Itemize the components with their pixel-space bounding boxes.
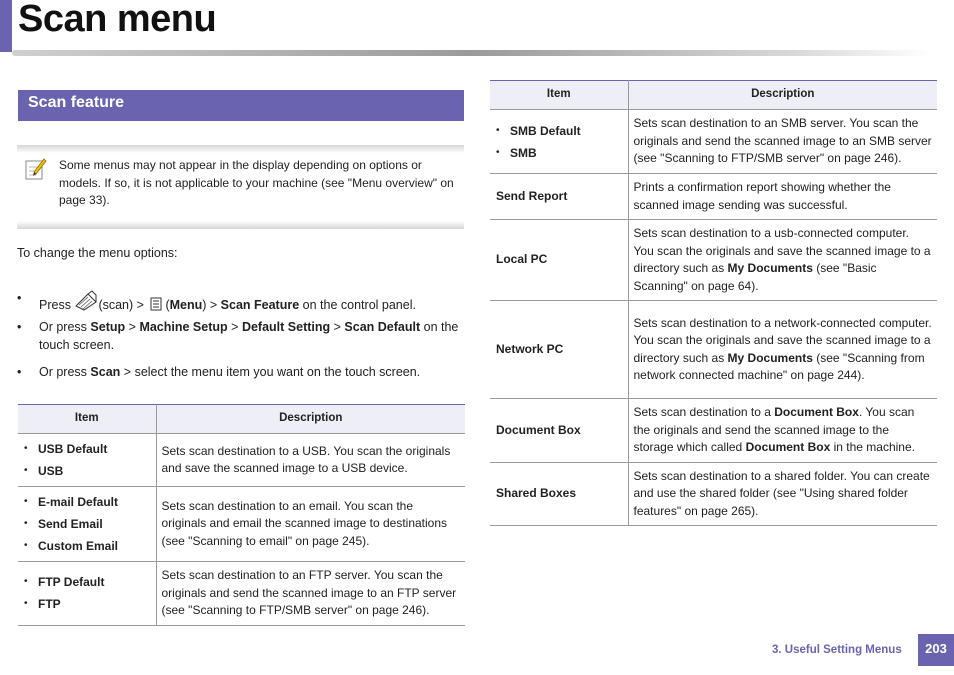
section-header <box>18 90 464 121</box>
note-text: Some menus may not appear in the display depending on options or models. If so, it is not applicable to your machine (see "Menu overview" on page 33). <box>59 158 454 207</box>
table-row <box>490 110 937 174</box>
title-accent-bar <box>0 0 12 52</box>
table-row <box>18 487 465 562</box>
menu-item-ftp: • FTP <box>24 593 150 615</box>
menu-item-local-pc: Local PC <box>490 220 628 301</box>
menu-item-send-email: • Send Email <box>24 513 150 535</box>
row-description: Sets scan destination to an SMB server. You scan the originals and send the scanned image to an SMB server (see "Scanning to FTP/SMB server" on page 246). <box>628 110 937 174</box>
table-row <box>490 399 937 463</box>
left-menu-table <box>18 404 465 626</box>
step-2-scan-default: Scan Default <box>344 320 421 334</box>
title-divider <box>12 50 932 56</box>
header-description: Description <box>628 81 937 110</box>
note-pencil-icon <box>25 157 47 181</box>
row-description: Sets scan destination to a USB. You scan the originals and save the scanned image to a USB device. <box>156 434 465 487</box>
step-1-press: Press <box>39 298 71 312</box>
row-description: Sets scan destination to a network-connected computer. You scan the originals and save the scanned image to a directory such as My Documents (see "Scanning from network connected machine" on page 244). <box>628 301 937 399</box>
page-number: 203 <box>918 634 954 666</box>
header-item: Item <box>18 405 156 434</box>
menu-item-email-default: • E-mail Default <box>24 491 150 513</box>
menu-item-send-report: Send Report <box>490 174 628 220</box>
row-description: Sets scan destination to an FTP server. You scan the originals and send the scanned image to an FTP server (see "Scanning to FTP/SMB server" on page 246). <box>156 562 465 626</box>
step-2: • Or press Setup > Machine Setup > Default Setting > Scan Default on the touch screen. <box>17 320 459 352</box>
header-description: Description <box>156 405 465 434</box>
menu-item-usb: • USB <box>24 460 150 482</box>
step-3: • Or press Scan > select the menu item you want on the touch screen. <box>17 365 421 379</box>
section-title: Scan feature <box>28 94 125 111</box>
menu-item-shared-boxes: Shared Boxes <box>490 462 628 526</box>
step-2-setup: Setup <box>90 320 126 334</box>
header-item: Item <box>490 81 628 110</box>
table-row <box>490 462 937 526</box>
row-description: Sets scan destination to an email. You scan the originals and email the scanned image to destinations (see "Scanning to email" on page 245). <box>156 487 465 562</box>
page-title: Scan menu <box>18 0 217 40</box>
menu-item-ftp-default: • FTP Default <box>24 571 150 593</box>
step-2-machine-setup: Machine Setup <box>139 320 228 334</box>
row-description: Prints a confirmation report showing whether the scanned image sending was successful. <box>628 174 937 220</box>
note-box <box>17 145 464 229</box>
table-row <box>490 174 937 220</box>
menu-icon <box>149 297 163 311</box>
step-1-scan-label: (scan) > <box>98 298 144 312</box>
intro-text: To change the menu options: <box>17 246 178 260</box>
table-row <box>490 220 937 301</box>
step-1-scan-feature: Scan Feature <box>220 298 300 312</box>
table-row <box>18 434 465 487</box>
footer-chapter: 3. Useful Setting Menus <box>772 644 902 656</box>
step-2-default-setting: Default Setting <box>241 320 331 334</box>
menu-item-network-pc: Network PC <box>490 301 628 399</box>
step-1: • Press (scan) > (Menu) > Scan Feature on the control panel. <box>17 291 416 312</box>
row-description: Sets scan destination to a usb-connected computer. You scan the originals and save the scanned image to a directory such as My Documents (see "Basic Scanning" on page 64). <box>628 220 937 301</box>
step-1-menu: Menu <box>169 298 203 312</box>
scan-icon <box>74 290 98 312</box>
menu-item-document-box: Document Box <box>490 399 628 463</box>
step-3-scan: Scan <box>90 365 121 379</box>
row-description: Sets scan destination to a shared folder. You can create and use the shared folder (see "Using shared folder features" on page 265). <box>628 462 937 526</box>
right-menu-table <box>490 80 937 526</box>
menu-item-smb: • SMB <box>496 142 622 164</box>
table-row <box>490 301 937 399</box>
row-description: Sets scan destination to a Document Box. You scan the originals and send the scanned image to the storage which called Document Box in the machine. <box>628 399 937 463</box>
table-row <box>18 562 465 626</box>
menu-item-smb-default: • SMB Default <box>496 120 622 142</box>
menu-item-usb-default: • USB Default <box>24 438 150 460</box>
menu-item-custom-email: • Custom Email <box>24 535 150 557</box>
